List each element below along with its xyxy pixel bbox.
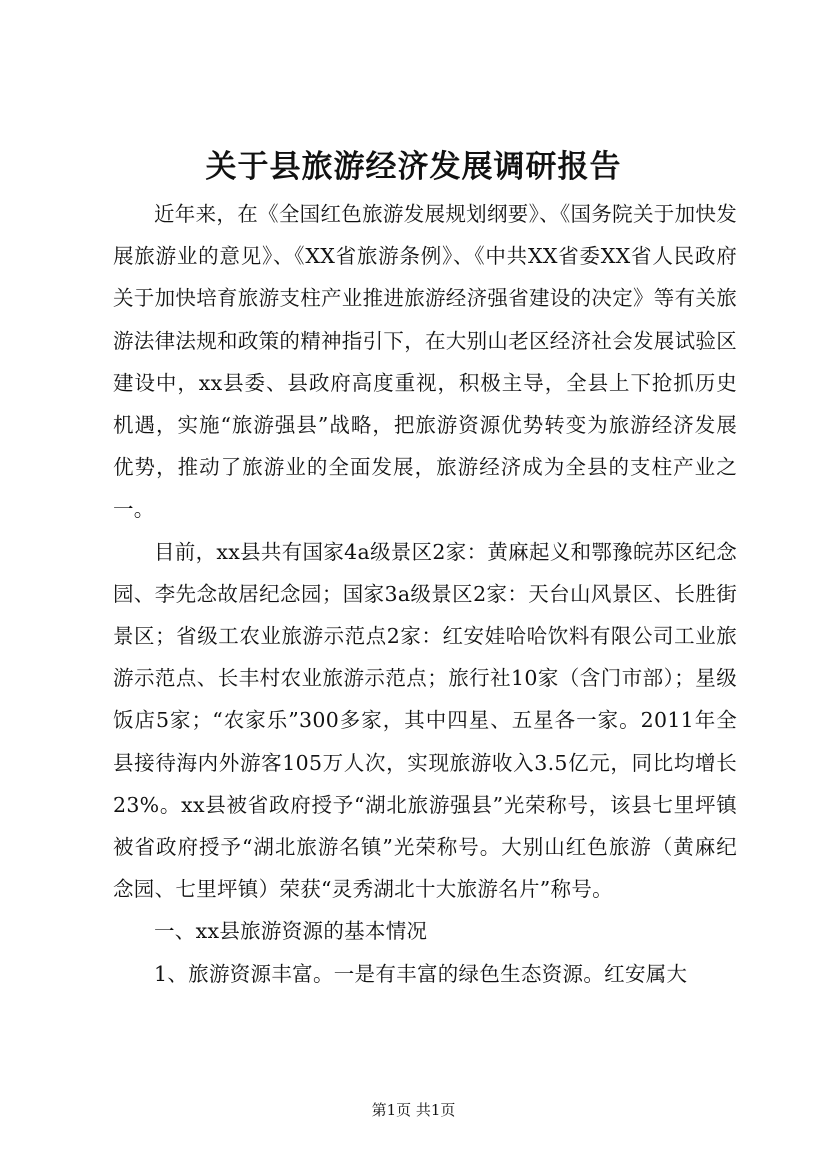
paragraph-intro: 近年来，在《全国红色旅游发展规划纲要》、《国务院关于加快发展旅游业的意见》、《XX省旅游条例》、《中共XX省委XX省人民政府关于加快培育旅游支柱产业推进旅游经济强省建设的决定》等有关旅游法律法规和政策的精神指引下，在大别山老区经济社会发展试验区建设中，xx县委、县政府高度重视，积极主导，全县上下抢抓历史机遇，实施“旅游强县”战略，把旅游资源优势转变为旅游经济发展优势，推动了旅游业的全面发展，旅游经济成为全县的支柱产业之一。 xyxy=(113,202,737,522)
page-number: 第1页 共1页 xyxy=(371,1101,456,1119)
page-footer xyxy=(0,1100,827,1120)
paragraph-current-status: 目前，xx县共有国家4a级景区2家：黄麻起义和鄂豫皖苏区纪念园、李先念故居纪念园；国家3a级景区2家：天台山风景区、长胜街景区；省级工农业旅游示范点2家：红安娃哈哈饮料有限公司工业旅游示范点、长丰村农业旅游示范点；旅行社10家（含门市部）；星级饭店5家；“农家乐”300多家，其中四星、五星各一家。2011年全县接待海内外游客105万人次，实现旅游收入3.5亿元，同比均增长23%。xx县被省政府授予“湖北旅游强县”光荣称号，该县七里坪镇被省政府授予“湖北旅游名镇”光荣称号。大别山红色旅游（黄麻纪念园、七里坪镇）荣获“灵秀湖北十大旅游名片”称号。 xyxy=(113,539,737,902)
paragraph-resources: 1、旅游资源丰富。一是有丰富的绿色生态资源。红安属大 xyxy=(154,961,688,986)
section-heading: 一、xx县旅游资源的基本情况 xyxy=(154,919,428,944)
document-body xyxy=(113,193,737,995)
document-title: 关于县旅游经济发展调研报告 xyxy=(205,149,622,185)
